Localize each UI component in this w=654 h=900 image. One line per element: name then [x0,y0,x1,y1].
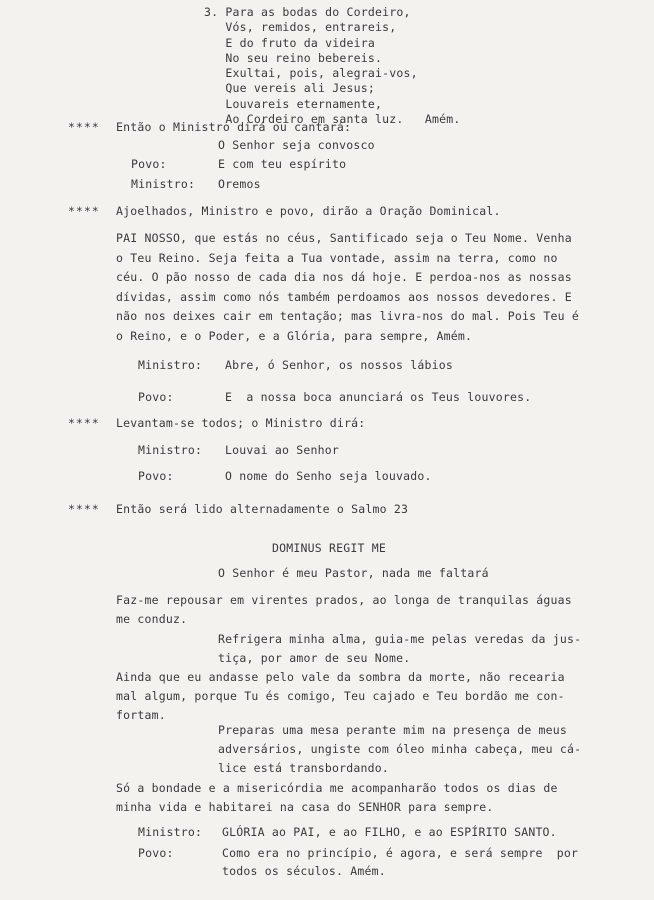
hymn-line: Ao Cordeiro em santa luz. Amém. [204,112,461,127]
povo-response: E a nossa boca anunciará os Teus louvores. [225,390,532,404]
prayer-line: não nos deixes cair em tentação; mas livra-nos do mal. Pois Teu é [116,309,580,323]
minister-line: Abre, ó Senhor, os nossos lábios [225,358,453,372]
prayer-line: dívidas, assim como nós também perdoamos aos nossos devedores. E [116,289,572,304]
psalm-title: DOMINUS REGIT ME [272,541,386,555]
psalm-verse [218,721,618,778]
povo-label: Povo: [138,469,174,483]
hymn-line: 3. Para as bodas do Cordeiro, [204,5,411,19]
psalm-subtitle: O Senhor é meu Pastor, nada me faltará [218,566,489,580]
ministro-label: Ministro: [131,177,196,191]
hymn-line: Vós, remidos, entrareis, [204,20,397,35]
gloria-patri: GLÓRIA ao PAI, e ao FILHO, e ao ESPÍRITO SANTO. [222,825,557,839]
psalm-line: fortam. [116,708,166,722]
prayer-line: céu. O pão nosso de cada dia nos dá hoje. E perdoa-nos as nossas [116,270,572,284]
psalm-line: minha vida e habitarei na casa do SENHOR para sempre. [116,800,494,814]
psalm-line: tiça, por amor de seu Nome. [218,651,411,665]
povo-label: Povo: [138,390,174,404]
psalm-verse [218,630,618,668]
minister-line: O Senhor seja convosco [218,138,375,152]
pai-nosso-prayer [116,229,620,346]
hymn-line: E do fruto da videira [204,35,375,50]
psalm-verse [116,591,620,629]
hymn-line: No seu reino bebereis. [204,50,383,65]
prayer-line: PAI NOSSO, que estás no céus, Santificado seja o Teu Nome. Venha [116,231,572,245]
psalm-line: Refrigera minha alma, guia-me pelas veredas da jus- [218,632,582,646]
povo-response: E com teu espírito [218,157,347,171]
rubric: Então o Ministro dirá ou cantará: [116,120,352,134]
psalm-verse [116,668,620,725]
povo-label: Povo: [138,846,174,860]
ministro-label: Ministro: [138,443,203,457]
psalm-line: Ainda que eu andasse pelo vale da sombra da morte, não recearia [116,670,565,684]
psalm-verse [116,779,620,817]
hymn-verse [204,5,460,127]
hymn-line: Louvareis eternamente, [204,96,383,111]
psalm-line: Preparas uma mesa perante mim na presença de meus [218,723,568,737]
minister-line: Oremos [218,177,261,191]
rubric: Então será lido alternadamente o Salmo 23 [116,502,409,516]
psalm-line: Faz-me repousar em virentes prados, ao longa de tranquilas águas [116,593,572,607]
hymn-line: Exultai, pois, alegrai-vos, [204,66,418,81]
povo-label: Povo: [131,157,167,171]
povo-response: todos os séculos. Amém. [222,864,386,878]
ministro-label: Ministro: [138,358,203,372]
rubric: Ajoelhados, Ministro e povo, dirão a Oração Dominical. [116,204,501,218]
povo-response: Como era no princípio, é agora, e será sempre por [222,846,579,860]
prayer-line: o Teu Reino. Seja feita a Tua vontade, assim na terra, como no [116,250,558,265]
psalm-line: lice está transbordando. [218,761,389,775]
rubric-marker: **** [68,120,100,134]
rubric-marker: **** [68,502,100,516]
povo-response: O nome do Senho seja louvado. [225,469,432,483]
rubric-marker: **** [68,204,100,218]
hymn-line: Que vereis ali Jesus; [204,81,375,96]
psalm-line: adversários, ungiste com óleo minha cabeça, meu cá- [218,742,582,756]
psalm-line: Só a bondade e a misericórdia me acompanharão todos os dias de [116,781,558,795]
psalm-line: me conduz. [116,612,188,626]
prayer-line: o Reino, e o Poder, e a Glória, para sempre, Amém. [116,328,473,343]
ministro-label: Ministro: [138,825,203,839]
rubric: Levantam-se todos; o Ministro dirá: [116,416,366,430]
rubric-marker: **** [68,416,100,430]
minister-line: Louvai ao Senhor [225,443,339,457]
psalm-line: mal algum, porque Tu és comigo, Teu cajado e Teu bordão me con- [116,689,565,703]
